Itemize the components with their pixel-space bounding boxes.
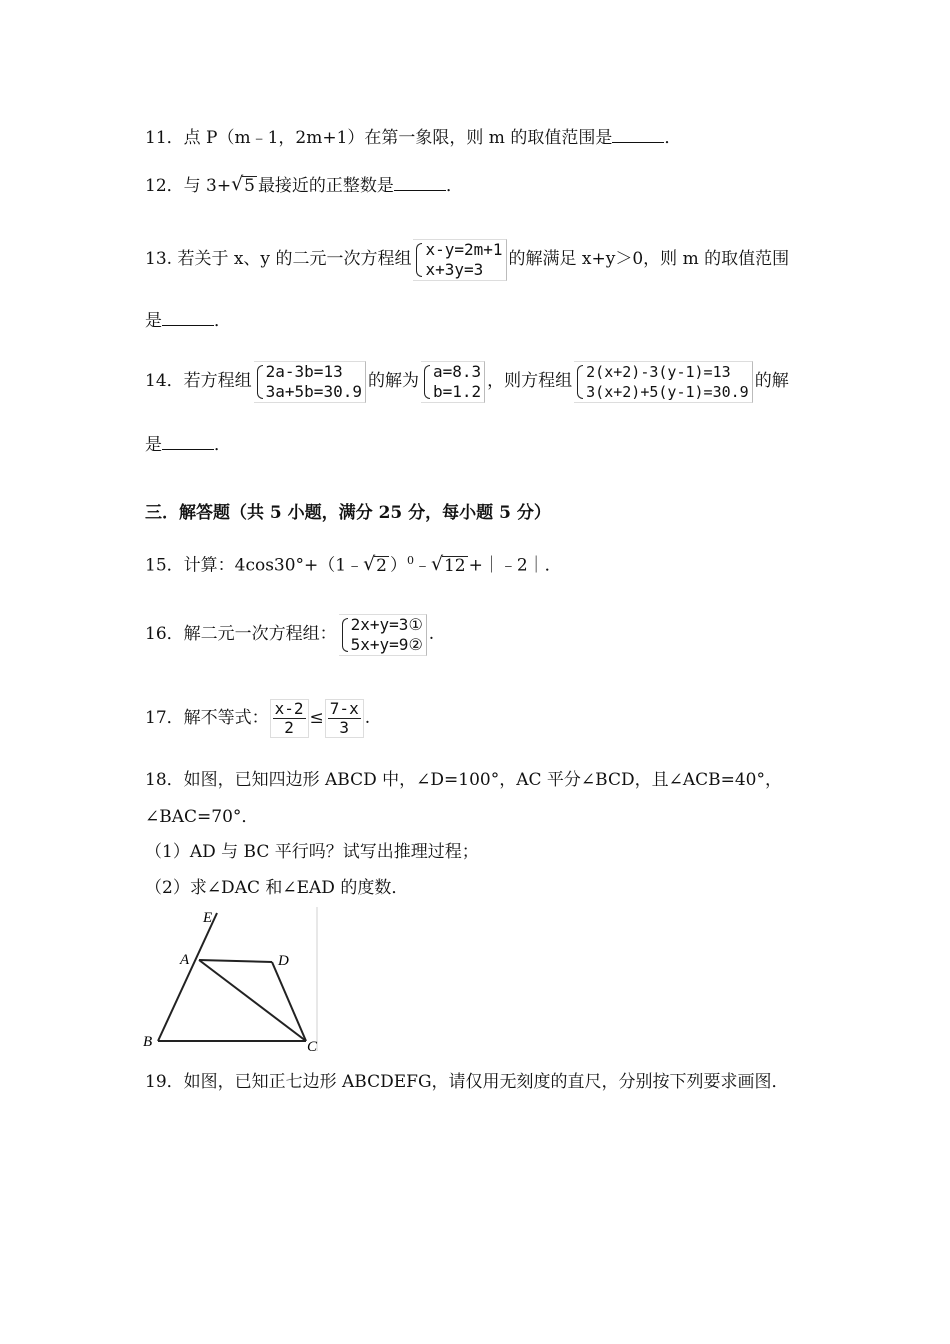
equation-row: 5x+y=9② [350,634,423,654]
q17-pre: 17．解不等式： [145,708,269,728]
q16-tail: . [428,624,435,644]
question-18-line2: ∠BAC=70°． [145,807,259,827]
question-11 [145,126,681,150]
question-18-part2: （2）求∠DAC 和∠EAD 的度数． [145,878,409,898]
q13-post: 的解满足 x+y＞0，则 m 的取值范围 [508,249,790,269]
answer-blank [162,433,214,450]
section-heading: 三．解答题（共 5 小题，满分 25 分，每小题 5 分） [145,503,551,523]
q15-pre: 15．计算：4cos30°+（1﹣ [145,555,364,576]
fraction [325,699,364,738]
question-18-line1: 18．如图，已知四边形 ABCD 中，∠D=100°，AC 平分∠BCD，且∠ACB=40°， [145,770,783,790]
answer-blank [162,309,214,326]
q15-mid: ） [389,555,407,576]
radicand: 5 [244,176,255,196]
exponent: 0 [406,554,414,567]
q14-mid2: ，则方程组 [487,371,573,391]
numerator: 7-x [329,699,359,718]
denominator: 3 [339,718,350,737]
sqrt-expression [432,554,468,578]
equation-row: b=1.2 [432,381,482,401]
q14-pre: 14．若方程组 [145,371,252,391]
question-18-part1: （1）AD 与 BC 平行吗？试写出推理过程； [145,842,479,862]
radicand: 2 [376,555,387,576]
geometry-figure [140,905,325,1053]
q11-tail: ． [664,128,682,148]
question-15 [145,549,562,578]
question-14 [145,358,789,404]
q13-tail: ． [214,311,231,331]
equation-row: 2a-3b=13 [265,361,343,381]
q14-mid1: 的解为 [367,371,419,391]
q15-minus: ﹣ [413,555,431,576]
question-13-cont [145,309,231,333]
numerator: x-2 [274,699,304,718]
equation-system [413,239,506,281]
q11-text: 11．点 P（m﹣1，2m+1）在第一象限，则 m 的取值范围是 [145,128,613,148]
q12-tail: ． [445,176,463,196]
question-14-cont [145,433,231,457]
equation-row: a=8.3 [432,361,482,381]
question-12 [145,174,463,198]
equation-system [339,614,427,656]
label-c: C [307,1039,318,1053]
segment-ac [199,960,306,1041]
q14-line2: 是 [145,435,162,455]
answer-blank [394,174,446,191]
le-sign: ≤ [309,708,324,728]
equation-system [254,361,366,403]
equation-row: 2(x+2)-3(y-1)=13 [586,362,731,381]
equation-row: 3a+5b=30.9 [265,381,362,401]
denominator: 2 [284,718,294,737]
segment-be [158,913,217,1041]
answer-blank [612,126,664,143]
equation-system [574,361,753,403]
q14-tail: ． [214,435,231,455]
equation-row: x-y=2m+1 [425,239,503,259]
q17-tail: . [364,708,371,728]
question-16 [145,611,434,657]
equation-row: x+3y=3 [425,259,484,279]
question-13 [145,236,789,282]
q12-pre: 12．与 3+ [145,176,232,196]
label-b: B [143,1034,153,1050]
radicand: 12 [443,555,466,576]
label-a: A [180,952,190,968]
sqrt-expression [364,554,389,578]
q13-line2: 是 [145,311,162,331]
q13-pre: 13. 若关于 x、y 的二元一次方程组 [145,249,412,269]
label-e: E [203,910,213,926]
q12-post: 最接近的正整数是 [257,176,394,196]
equation-row: 2x+y=3① [350,614,423,634]
solution-system [421,361,485,403]
fraction [270,699,309,738]
q14-post: 的解 [754,371,789,391]
question-19: 19．如图，已知正七边形 ABCDEFG，请仅用无刻度的直尺，分别按下列要求画图． [145,1072,789,1092]
segment-ad [199,960,272,962]
equation-row: 3(x+2)+5(y-1)=30.9 [586,382,749,401]
q15-post: +｜﹣2｜． [468,555,562,576]
sqrt-expression [232,174,257,198]
question-17 [145,698,370,738]
q16-pre: 16．解二元一次方程组： [145,624,337,644]
label-d: D [278,953,289,969]
